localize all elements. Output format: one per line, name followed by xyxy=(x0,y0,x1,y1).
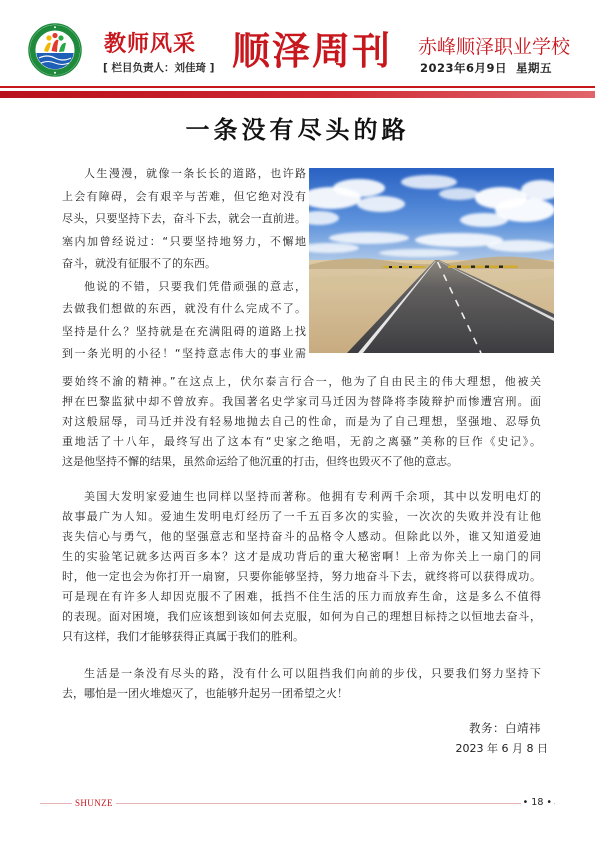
article-line: 故事最广为人知。爱迪生发明电灯经历了一千五百多次的实验，一次次的失败并没有让他 xyxy=(62,510,541,523)
header-rule-thick xyxy=(0,91,595,98)
article-line: 对这般屈辱，司马迁并没有轻易地抛去自己的性命，而是为了自己理想，坚强地、忍辱负 xyxy=(62,414,541,428)
article-line: 塞内加曾经说过：“只要坚持地努力，不懈地 xyxy=(62,234,306,248)
article-line: 只有这样，我们才能够获得正真属于我们的胜利。 xyxy=(62,630,304,643)
masthead-title: 顺泽周刊 xyxy=(232,29,393,73)
article-line: 去，哪怕是一团火堆熄灭了，也能够升起另一团希望之火！ xyxy=(62,687,348,700)
article-paragraph xyxy=(62,664,541,704)
column-title: 教师风采 xyxy=(104,32,197,57)
article-line: 重地活了十八年，最终写出了这本有“史家之绝唱，无韵之离骚”美称的巨作《史记》。 xyxy=(62,434,541,448)
article-line: 人生漫漫，就像一条长长的道路，也许路 xyxy=(84,167,306,180)
article-line: 坚持是什么？坚持就是在充满阻碍的道路上找 xyxy=(62,324,306,338)
article-line: 去做我们想做的东西，就没有什么完成不了。 xyxy=(62,302,306,315)
article-title: 一条没有尽头的路 xyxy=(185,116,410,144)
article-line: 上会有障碍，会有艰辛与苦难，但它绝对没有 xyxy=(62,189,306,203)
article-line: 奋斗，就没有征服不了的东西。 xyxy=(62,257,216,270)
article-line: 生活是一条没有尽头的路，没有什么可以阻挡我们向前的步伐，只要我们努力坚持下 xyxy=(84,667,541,680)
article-line: 的表现。面对困境，我们应该想到该如何去克服，如何为自己的理想目标持之以恒地去奋斗， xyxy=(62,610,541,623)
column-editor: [ 栏目负责人：刘佳琦 ] xyxy=(103,62,215,74)
article-line: 生的实验笔记就多达两百多本？这才是成功背后的重大秘密啊！上帝为你关上一扇门的同 xyxy=(62,550,541,563)
article-line: 丧失信心与勇气，他的坚强意志和坚持奋斗的品格令人感动。但除此以外，谁又知道爱迪 xyxy=(62,530,541,543)
article-body xyxy=(62,163,541,704)
article-line: 到一条光明的小径！“坚持意志伟大的事业需 xyxy=(62,347,306,360)
issue-date: 2023年6月9日 星期五 xyxy=(420,61,553,75)
article-paragraph xyxy=(62,276,541,472)
article-line: 要始终不渝的精神。”在这点上，伏尔泰言行合一，他为了自由民主的伟大理想，他被关 xyxy=(62,374,541,388)
header-rule-thin xyxy=(0,86,595,88)
article-line: 押在巴黎监狱中却不曾放弃。我国著名史学家司马迁因为替降将李陵辩护而惨遭宫刑。面 xyxy=(62,394,541,408)
article-line: 美国大发明家爱迪生也同样以坚持而著称。他拥有专利两千余项，其中以发明电灯的 xyxy=(84,490,541,503)
footer-brand: SHUNZE xyxy=(72,797,116,809)
school-emblem-icon xyxy=(28,23,82,77)
article-line: 他说的不错，只要我们凭借顽强的意志， xyxy=(84,279,306,293)
article-paragraph xyxy=(62,487,541,647)
article-author: 教务：白靖祎 xyxy=(469,721,541,735)
article-line: 这是他坚持不懈的结果，虽然命运给了他沉重的打击，但终也毁灭不了他的意志。 xyxy=(62,454,458,468)
page-number: • 18 • xyxy=(522,797,552,808)
article-paragraph xyxy=(62,163,541,276)
article-line: 时，他一定也会为你打开一扇窗，只要你能够坚持，努力地奋斗下去，就终将可以获得成功。 xyxy=(62,570,541,583)
article-date: 2023 年 6 月 8 日 xyxy=(455,742,548,755)
school-name: 赤峰顺泽职业学校 xyxy=(418,36,571,58)
article-line: 尽头，只要坚持下去，奋斗下去，就会一直前进。 xyxy=(62,212,306,225)
footer-rule xyxy=(40,803,555,804)
article-line: 可是现在有许多人却因克服不了困难，抵挡不住生活的压力而放弃生命，这是多么不值得 xyxy=(62,590,541,603)
